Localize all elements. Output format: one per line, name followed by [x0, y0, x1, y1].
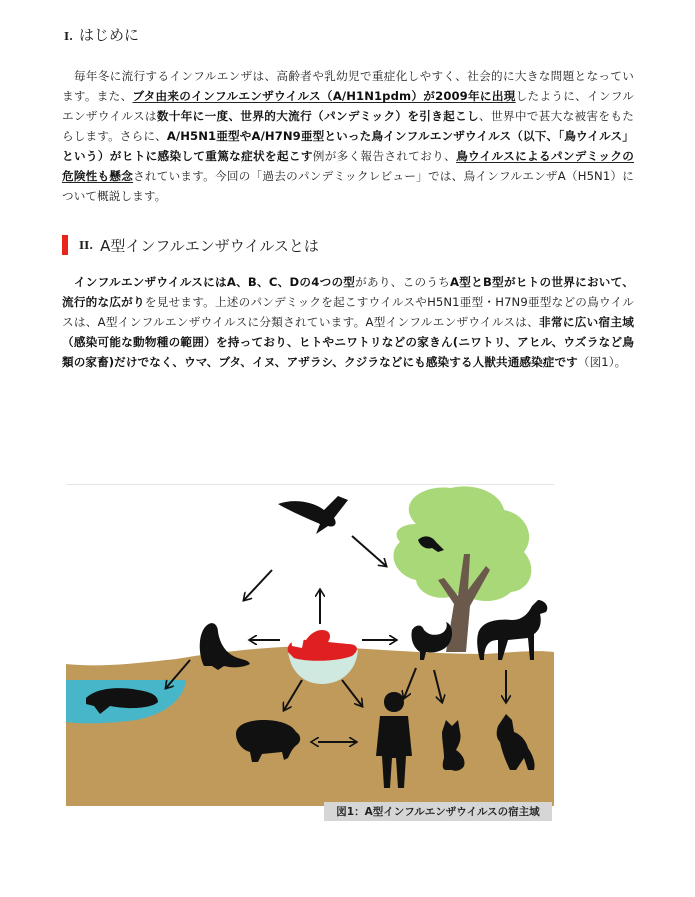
host-range-figure: [66, 484, 554, 822]
section2-segment: を見せます。上述のパンデミックを起こすウイルスやH5N1亜型・H7N9亜型などの鳥ウイルスは、A型インフルエンザウイルスに分類されています。A型インフルエンザウイルスは、: [62, 295, 634, 329]
section1-segment: ブタ由来のインフルエンザウイルス（A/H1N1pdm）が2009年に出現: [132, 89, 516, 103]
section2-paragraph: [62, 272, 634, 372]
section2-segment: A型とB型がヒトの世界において、流行的な広がり: [62, 275, 634, 309]
section1-segment: 毎年冬に流行するインフルエンザは、高齢者や乳幼児で重症化しやすく、社会的に大きな問題となっています。また、: [62, 69, 634, 103]
section2-segment: インフルエンザウイルスにはA、B、C、Dの4つの型: [73, 275, 356, 289]
section1-segment: 鳥ウイルスによるパンデミックの危険性も懸念: [62, 149, 635, 183]
section1-segment: A/H5N1亜型やA/H7N9亜型といった鳥インフルエンザウイルス（以下、「鳥ウイルス」という）がヒトに感染して重篤な症状を起こす: [62, 129, 634, 163]
section1-title: はじめに: [78, 26, 139, 44]
section2-number: II.: [79, 238, 94, 252]
section1-heading: [64, 24, 139, 45]
arrow-bird-to-tree: [352, 536, 386, 566]
section1-paragraph: [62, 66, 634, 206]
section2-heading: [62, 234, 319, 256]
section1-number: I.: [64, 30, 73, 43]
seal-silhouette: [200, 623, 250, 670]
horse-silhouette: [477, 600, 547, 660]
duck-head: [292, 636, 304, 648]
section1-segment: されています。今回の「過去のパンデミックレビュー」では、鳥インフルエンザA（H5N1）について概説します。: [62, 169, 634, 203]
section2-title: A型インフルエンザウイルスとは: [100, 236, 319, 255]
heading-accent-bar: [62, 235, 68, 255]
section1-segment: 、世界中で甚大な被害をもたらします。さらに、: [62, 109, 634, 143]
wild-bird-silhouette: [278, 496, 348, 534]
arrow-bird-to-seal: [244, 570, 272, 600]
section1-segment: 例が多く報告されており、: [312, 149, 457, 163]
section2-segment: があり、このうち: [355, 275, 451, 289]
section2-segment: （図1）。: [577, 355, 627, 369]
section1-segment: 数十年に一度、世界的大流行（パンデミック）を引き起こし: [156, 109, 479, 123]
section2-segment: 非常に広い宿主域（感染可能な動物種の範囲）を持っており、ヒトやニワトリなどの家きん(ニワトリ、アヒル、ウズラなど鳥類の家畜)だけでなく、ウマ、ブタ、イヌ、アザラシ、クジラなどにも感染する人獣共通感染症です: [62, 315, 634, 369]
section1-segment: したように、インフルエンザウイルスは: [62, 89, 634, 123]
section2-segment: [62, 275, 74, 289]
figure-caption: 図1：A型インフルエンザウイルスの宿主域: [324, 802, 552, 821]
